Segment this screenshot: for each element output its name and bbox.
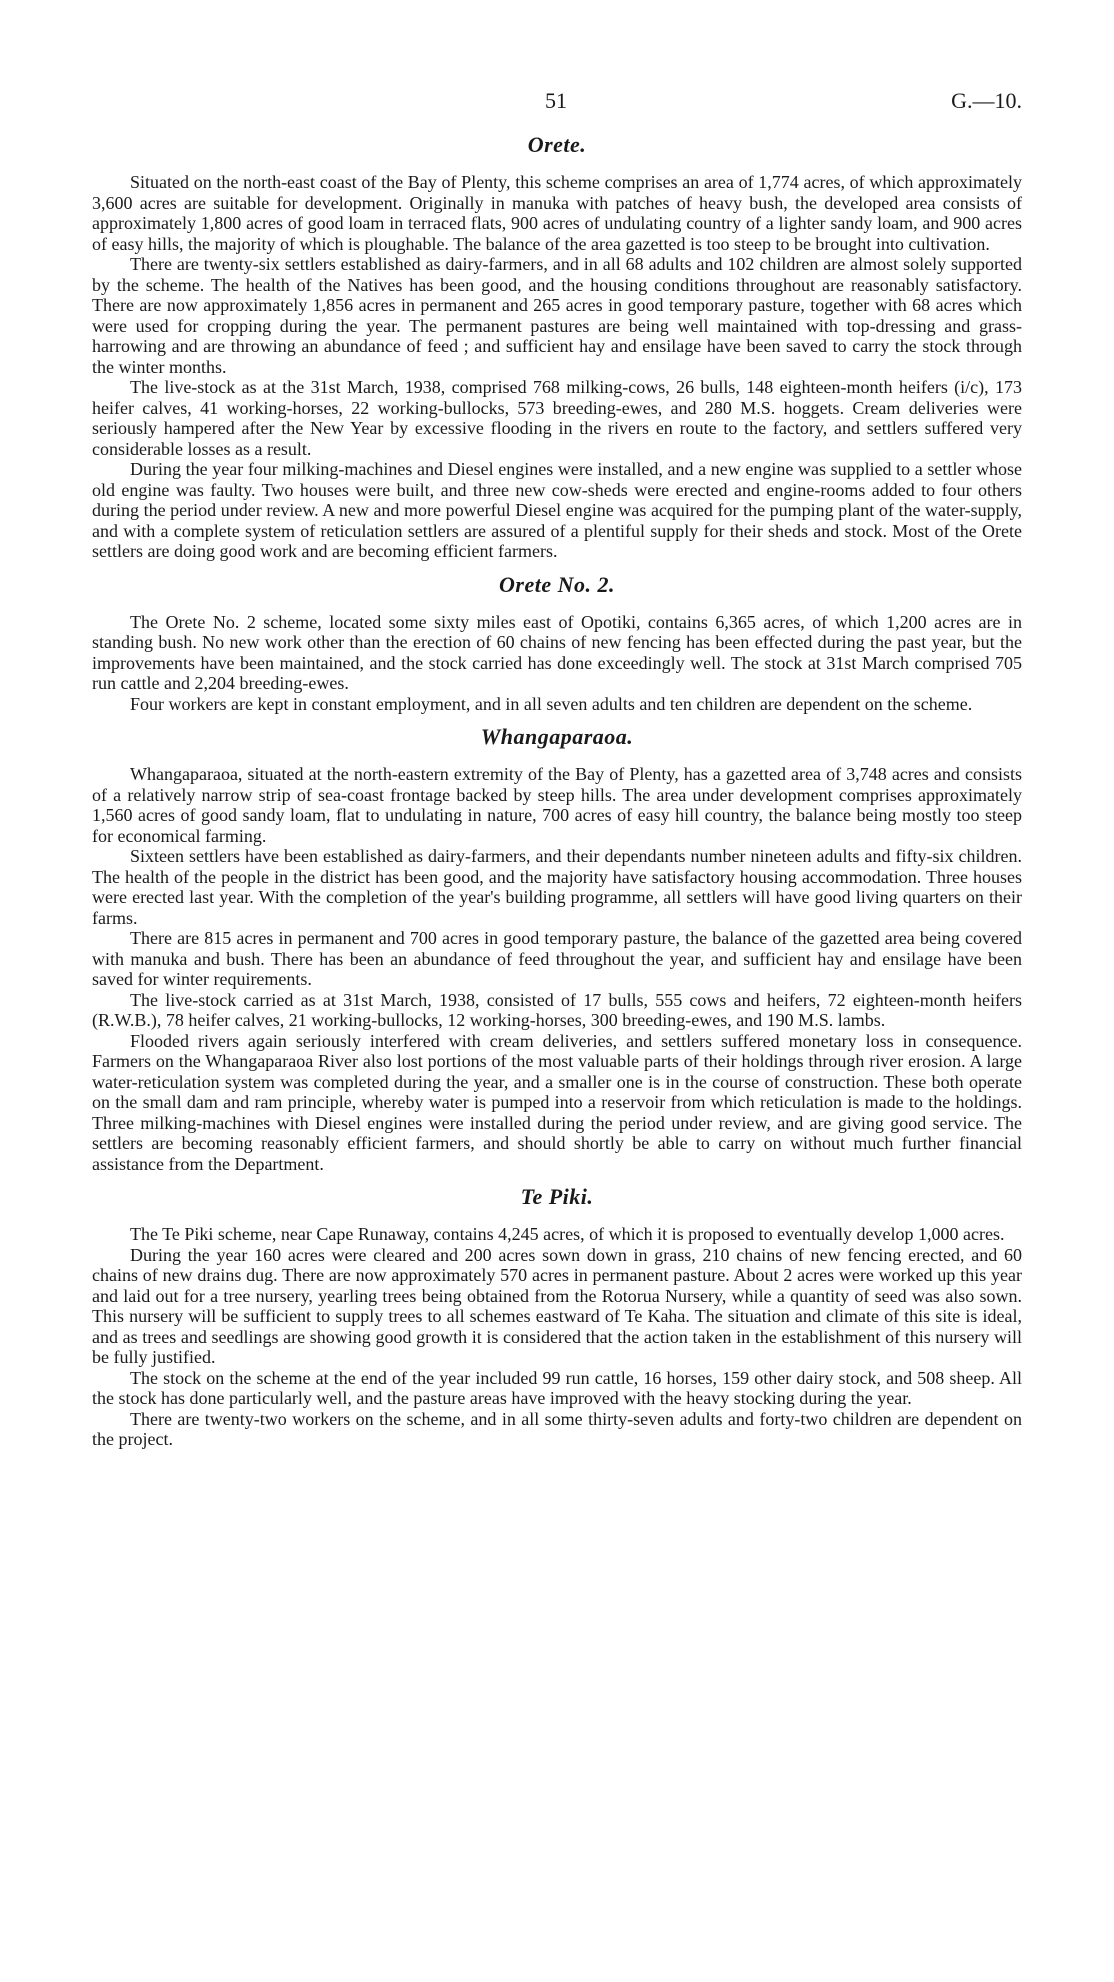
paragraph: The stock on the scheme at the end of the year included 99 run cattle, 16 horses, 159 other dairy stock, and 508 sheep. All the stock has done particularly well, and the pasture areas have improved with the heavy stocking during the year. [92,1367,1022,1408]
paragraph: The live-stock as at the 31st March, 1938, comprised 768 milking-cows, 26 bulls, 148 eighteen-month heifers (i/c), 173 heifer calves, 41 working-horses, 22 working-bullocks, 573 breeding-ewes, and 280 M.S. hoggets. Cream deliveries were seriously hampered after the New Year by excessive flooding in the rivers en route to the factory, and settlers suffered very considerable losses as a result. [92,377,1022,459]
paragraph: There are twenty-two workers on the scheme, and in all some thirty-seven adults and forty-two children are dependent on the project. [92,1408,1022,1449]
paragraph: Four workers are kept in constant employment, and in all seven adults and ten children are dependent on the scheme. [130,693,973,714]
paragraph: Situated on the north-east coast of the Bay of Plenty, this scheme comprises an area of 1,774 acres, of which approximately 3,600 acres are suitable for development. Originally in manuka with patches of heavy bush, the developed area consists of approximately 1,800 acres of good loam in terraced flats, 900 acres of undulating country of a lighter sandy loam, and 900 acres of easy hills, the majority of which is ploughable. The balance of the area gazetted is too steep to be brought into cultivation. [92,172,1022,254]
section-whangaparaoa [92,724,1022,1174]
paragraph: There are 815 acres in permanent and 700 acres in good temporary pasture, the balance of the gazetted area being covered with manuka and bush. There has been an abundance of feed throughout the year, and sufficient hay and ensilage have been saved for winter requirements. [92,928,1022,989]
paragraph: During the year 160 acres were cleared and 200 acres sown down in grass, 210 chains of new fencing erected, and 60 chains of new drains dug. There are now approximately 570 acres in permanent pasture. About 2 acres were worked up this year and laid out for a tree nursery, yearling trees being obtained from the Rotorua Nursery, while a quantity of seed was also sown. This nursery will be sufficient to supply trees to all schemes eastward of Te Kaha. The situation and climate of this site is ideal, and as trees and seedlings are showing good growth it is considered that the action taken in the establishment of this nursery will be fully justified. [92,1244,1022,1367]
section-title: Orete. [527,132,587,157]
paragraph: Flooded rivers again seriously interfered with cream deliveries, and settlers suffered monetary loss in consequence. Farmers on the Whangaparaoa River also lost portions of the most valuable parts of their holdings through river erosion. A large water-reticulation system was completed during the year, and a smaller one is in the course of construction. These both operate on the small dam and ram principle, whereby water is pumped into a reservoir from which reticulation is made to the holdings. Three milking-machines with Diesel engines were installed during the period under review, and are giving good service. The settlers are becoming reasonably efficient farmers, and should shortly be able to carry on without much further financial assistance from the Department. [92,1030,1022,1174]
paragraph: During the year four milking-machines and Diesel engines were installed, and a new engine was supplied to a settler whose old engine was faulty. Two houses were built, and three new cow-sheds were erected and engine-rooms added to four others during the period under review. A new and more powerful Diesel engine was acquired for the pumping plant of the water-supply, and with a complete system of reticulation settlers are assured of a plentiful supply for their sheds and stock. Most of the Orete settlers are doing good work and are becoming efficient farmers. [92,459,1022,561]
paragraph: The live-stock carried as at 31st March, 1938, consisted of 17 bulls, 555 cows and heifers, 72 eighteen-month heifers (R.W.B.), 78 heifer calves, 21 working-bullocks, 12 working-horses, 300 breeding-ewes, and 190 M.S. lambs. [92,989,1022,1030]
section-title: Orete No. 2. [499,571,615,597]
paragraph: There are twenty-six settlers established as dairy-farmers, and in all 68 adults and 102 children are almost solely supported by the scheme. The health of the Natives has been good, and the housing conditions throughout are reasonably satisfactory. There are now approximately 1,856 acres in permanent and 265 acres in good temporary pasture, together with 68 acres which were used for cropping during the year. The permanent pastures are being well maintained with top-dressing and grass-harrowing and are throwing an abundance of feed ; and sufficient hay and ensilage have been saved to carry the stock through the winter months. [92,254,1022,377]
page-header [92,88,1022,122]
paragraph: The Orete No. 2 scheme, located some sixty miles east of Opotiki, contains 6,365 acres, of which 1,200 acres are in standing bush. No new work other than the erection of 60 chains of new fencing has been effected during the past year, but the improvements have been maintained, and the stock carried has done exceedingly well. The stock at 31st March comprised 705 run cattle and 2,204 breeding-ewes. [92,611,1022,693]
section-orete [92,132,1022,562]
document-reference: G.—10. [951,88,1022,113]
section-title: Te Piki. [520,1184,594,1209]
page-number: 51 [545,88,567,113]
paragraph: Whangaparaoa, situated at the north-eastern extremity of the Bay of Plenty, has a gazetted area of 3,748 acres and consists of a relatively narrow strip of sea-coast frontage backed by steep hills. The area under development comprises approximately 1,560 acres of good sandy loam, flat to undulating in nature, 700 acres of easy hill country, the balance being mostly too steep for economical farming. [92,764,1022,846]
document-page [92,88,1022,1450]
paragraph: The Te Piki scheme, near Cape Runaway, contains 4,245 acres, of which it is proposed to eventually develop 1,000 acres. [130,1224,1005,1244]
section-title: Whangaparaoa. [480,724,634,749]
section-orete-no-2 [92,572,1022,715]
paragraph: Sixteen settlers have been established as dairy-farmers, and their dependants number nineteen adults and fifty-six children. The health of the people in the district has been good, and the majority have satisfactory housing accommodation. Three houses were erected last year. With the completion of the year's building programme, all settlers will have good living quarters on their farms. [92,846,1022,928]
section-te-piki [92,1184,1022,1450]
